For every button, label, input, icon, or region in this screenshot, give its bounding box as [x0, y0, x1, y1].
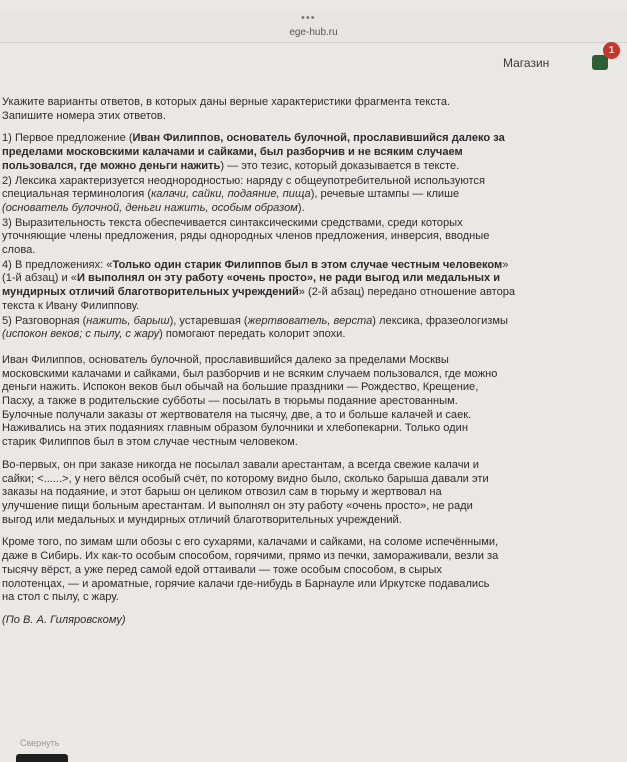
text-line: Кроме того, по зимам шли обозы с его сухарями, калачами и сайками, на соломе испечёнными, [2, 536, 499, 549]
option-text: специальная терминология ( [2, 188, 152, 201]
text-line: улучшение пищи больным арестантам. И выполнял он эту работу «очень просто», не ради [2, 499, 473, 512]
answer-option-2 [2, 175, 612, 216]
tab-dots-icon[interactable]: ••• [301, 12, 316, 24]
task-line: Запишите номера этих ответов. [2, 109, 166, 122]
option-quote: пользовался, где можно деньги нажить [2, 159, 221, 172]
option-quote: пределами московскими калачами и сайками, был разборчив и не всяким случаем [2, 146, 463, 159]
source-text [2, 354, 612, 628]
option-text: ), речевые штампы — клише [310, 188, 460, 201]
text-paragraph-2 [2, 459, 612, 528]
text-author: (По В. А. Гиляровскому) [2, 613, 126, 626]
text-line: Во-первых, он при заказе никогда не посылал завали арестантам, а всегда свежие калачи и [2, 458, 479, 471]
answer-option-5 [2, 315, 612, 342]
text-line: московскими калачами и сайками, был разборчив и не всяким случаем пользовался, где можно [2, 367, 498, 380]
text-line: даже в Сибирь. Их как-то особым способом, горячими, прямо из печки, замораживали, везли за [2, 550, 499, 563]
text-line: Булочные получали заказы от жертвователя на тысячу, две, а то и больше калачей и саек. [2, 408, 472, 421]
option-text: 4) В предложениях: « [2, 258, 113, 271]
bottom-button[interactable] [16, 754, 68, 762]
option-text: уточняющие члены предложения, ряды однородных членов предложения, инверсия, вводные [2, 230, 490, 243]
text-line: сайки; <......>, у него вёлся особый счёт, по которому видно было, сколько барыша давали эти [2, 472, 489, 485]
text-line: заказы на подаяние, и этот барыш он целиком отвозил сам в тюрьму и жертвовал на [2, 486, 442, 499]
text-line: выгод или медальных и мундирных отличий благотворительных учреждений. [2, 513, 402, 526]
option-text: 1) Первое предложение ( [2, 132, 133, 145]
option-quote: Иван Филиппов, основатель булочной, прославившийся далеко за [132, 132, 505, 145]
option-quote: Только один старик Филиппов был в этом случае честным человеком [112, 258, 503, 271]
option-text: ), устаревшая ( [169, 314, 248, 327]
site-header [0, 42, 627, 92]
text-line: полотенцах, — и ароматные, горячие калачи где-нибудь в Барнауле или Иркутске подавались [2, 577, 490, 590]
text-line: Пасху, а также в родительские субботы — посылать в тюрьмы подаяние арестованным. [2, 395, 458, 408]
option-example: жертвователь, верста [247, 314, 373, 327]
option-text: (1-й абзац) и « [2, 272, 77, 285]
option-text: ) помогают передать колорит эпохи. [159, 328, 346, 341]
text-paragraph-3 [2, 536, 612, 605]
text-paragraph-1 [2, 354, 612, 450]
option-text: ) лексика, фразеологизмы [372, 314, 508, 327]
option-example: калачи, сайки, подаяние, пища [151, 188, 311, 201]
browser-address-bar[interactable] [0, 10, 627, 43]
task-content [2, 96, 612, 637]
answer-options [2, 132, 612, 342]
option-text: 5) Разговорная ( [2, 314, 87, 327]
option-example: (испокон веков; с пылу, с жару [2, 328, 160, 341]
option-text: » [502, 258, 509, 271]
option-text: текста к Ивану Филиппову. [2, 299, 140, 312]
task-instruction [2, 96, 612, 123]
option-text: 3) Выразительность текста обеспечивается синтаксическими средствами, среди которых [2, 216, 463, 229]
answer-option-4 [2, 259, 612, 314]
text-line: деньги нажить. Испокон веков был обычай на большие праздники — Рождество, Крещение, [2, 381, 479, 394]
option-text: слова. [2, 244, 36, 257]
text-line: старик Филиппов был в этом случае честным человеком. [2, 436, 298, 449]
option-text: 2) Лексика характеризуется неоднородностью: наряду с общеупотребительной используются [2, 174, 485, 187]
shop-link[interactable]: Магазин [503, 56, 550, 70]
cart-badge: 1 [603, 42, 620, 59]
option-quote: И выполнял он эту работу «очень просто», не ради выгод или медальных и [76, 272, 501, 285]
text-line: на стол с пылу, с жару. [2, 591, 119, 604]
answer-option-1 [2, 132, 612, 173]
option-quote: мундирных отличий благотворительных учреждений [2, 286, 299, 299]
option-text: ). [297, 201, 305, 214]
text-line: Иван Филиппов, основатель булочной, прославившийся далеко за пределами Москвы [2, 353, 449, 366]
option-text: ) — это тезис, который доказывается в тексте. [220, 159, 460, 172]
collapse-link[interactable]: Свернуть [20, 738, 60, 748]
task-line: Укажите варианты ответов, в которых даны верные характеристики фрагмента текста. [2, 96, 451, 108]
text-line: тысячу вёрст, а уже перед самой едой оттаивали — тоже особым способом, в сырых [2, 563, 442, 576]
url-text[interactable]: ege-hub.ru [289, 27, 338, 38]
option-example: нажить, барыш [86, 314, 170, 327]
answer-option-3 [2, 217, 612, 258]
option-text: » (2-й абзац) передано отношение автора [298, 286, 516, 299]
text-line: Наживались на этих подаяниях главным образом булочники и хлебопекарни. Только один [2, 422, 468, 435]
option-example: (основатель булочной, деньги нажить, особым образом [2, 201, 298, 214]
